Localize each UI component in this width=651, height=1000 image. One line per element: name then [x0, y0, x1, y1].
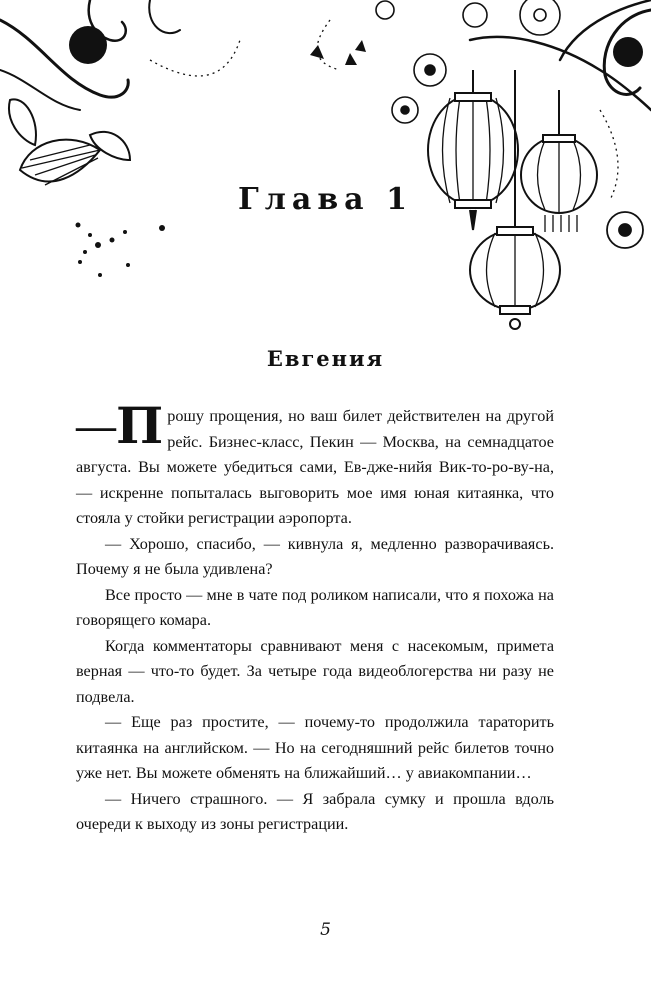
chapter-title: [0, 182, 651, 217]
dropcap-letter: П: [116, 396, 164, 455]
pov-character-name: Евгения: [266, 346, 385, 371]
chapter-body: [76, 396, 554, 838]
paragraph: — Хорошо, спасибо, — кивнула я, медленно разворачиваясь. Почему я не была удивлена?: [76, 534, 554, 578]
ornament-dot: [613, 37, 643, 67]
paragraph: [76, 396, 554, 532]
ornament-dot: [69, 26, 107, 64]
paragraph: — Еще раз простите, — почему-то продолжила тараторить китаянка на английском. — Но на сегодняшний рейс билетов точно уже нет. Вы можете обменять на ближайший… у авиакомпании…: [76, 713, 554, 782]
paragraph-text: рошу прощения, но ваш билет действителен на другой рейс. Бизнес-класс, Пекин — Москва, на семнадцатое августа. Вы можете убедиться сами, Ев-дже-нийя Вик-то-ро-ву-на, — искренне попыталась выговорить мое имя юная китаянка, что стояла у стойки регистрации аэропорта.: [76, 407, 554, 527]
dropcap-dash: —: [76, 403, 116, 448]
chapter-label: Глава: [238, 182, 370, 217]
paragraph: — Ничего страшного. — Я забрала сумку и прошла вдоль очереди к выходу из зоны регистрации.: [76, 789, 554, 833]
floral-lantern-ornament: [0, 0, 651, 340]
paragraph: Когда комментаторы сравнивают меня с насекомым, примета верная — что-то будет. За четыре года видеоблогерства ни разу не подвела.: [76, 636, 554, 706]
page-number: 5: [320, 920, 331, 940]
paragraph: Все просто — мне в чате под роликом написали, что я похожа на говорящего комара.: [76, 585, 554, 629]
chapter-number: 1: [386, 182, 413, 217]
dropcap: [76, 396, 164, 455]
